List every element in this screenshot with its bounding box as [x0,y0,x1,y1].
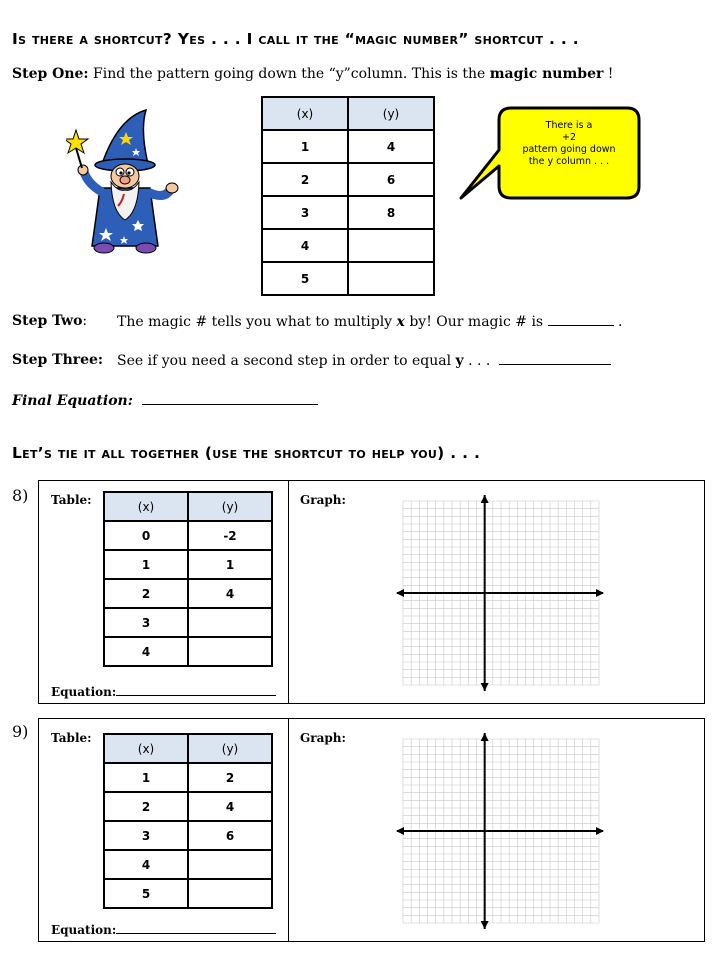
x-column-header: (x) [104,492,188,521]
table-cell: 4 [104,850,188,879]
table-cell: 3 [262,196,348,229]
step-one-text: Find the pattern going down the “y”column. This is the [88,66,490,82]
step-one-label: Step One: [12,66,89,82]
y-column-header: (y) [188,492,272,521]
step-three-label: Step Three: [12,352,104,368]
second-step-blank[interactable] [499,352,611,365]
table-cell [348,262,434,295]
table-cell: 4 [188,792,272,821]
coordinate-grid[interactable] [395,733,605,929]
bubble-line: the y column . . . [528,156,610,167]
final-equation-blank[interactable] [142,392,318,405]
table-cell: 5 [262,262,348,295]
problem-9-table [103,733,273,909]
step-three-text [117,352,611,369]
y-axis-up-arrow [481,495,489,503]
section-title: Let’s tie it all together (use the shortcut to help you) . . . [12,444,481,462]
table-cell: 6 [348,163,434,196]
y-column-header: (y) [348,97,434,130]
graph-label: Graph: [300,731,346,745]
step-three-text-after: . . . [463,353,491,369]
x-axis-right-arrow [596,589,604,597]
panel-divider [288,719,289,941]
step-two-colon: : [82,313,88,329]
table-cell [188,850,272,879]
x-column-header: (x) [262,97,348,130]
step-two-label: Step Two [12,313,83,329]
x-axis-left-arrow [396,827,404,835]
step-one-end: ! [603,66,614,82]
problem-8-table [103,491,273,667]
equation-label: Equation: [51,923,117,937]
final-equation-label: Final Equation: [12,393,133,409]
x-column-header: (x) [104,734,188,763]
step-two-text-after: by! Our magic # is [404,314,548,330]
magic-number-blank[interactable] [548,313,614,326]
table-cell: 3 [104,608,188,637]
problem-8-panel [38,480,705,704]
step-three [12,352,103,368]
equation-blank[interactable] [116,683,276,696]
table-cell: 4 [348,130,434,163]
step-three-variable: y [455,353,464,369]
step-two-end: . [613,314,623,330]
table-cell: 2 [104,579,188,608]
step-two-text-before: The magic # tells you what to multiply [117,314,397,330]
table-cell [188,608,272,637]
y-axis-down-arrow [481,683,489,691]
y-axis-down-arrow [481,921,489,929]
step-one [12,66,613,82]
table-cell: 2 [104,792,188,821]
table-label: Table: [51,731,92,745]
step-two [12,313,87,329]
equation-row [51,683,276,699]
wizard-illustration [66,108,184,256]
table-cell: 4 [188,579,272,608]
page-title: Is there a shortcut? Yes . . . I call it the “magic number” shortcut . . . [12,30,579,48]
panel-divider [288,481,289,703]
x-axis-right-arrow [596,827,604,835]
equation-blank[interactable] [116,921,276,934]
table-cell: 4 [104,637,188,666]
table-cell: 3 [104,821,188,850]
y-axis-up-arrow [481,733,489,741]
graph-label: Graph: [300,493,346,507]
table-cell: 5 [104,879,188,908]
speech-bubble [502,120,636,168]
x-axis-left-arrow [396,589,404,597]
bubble-line: pattern going down [522,144,616,155]
table-label: Table: [51,493,92,507]
table-cell: 1 [104,550,188,579]
table-cell: -2 [188,521,272,550]
table-cell [188,637,272,666]
table-cell: 1 [262,130,348,163]
table-cell: 0 [104,521,188,550]
problem-number: 9) [12,722,29,741]
coordinate-grid[interactable] [395,495,605,691]
bubble-line: There is a [545,120,593,131]
problem-9-panel [38,718,705,942]
final-equation [12,392,318,409]
bubble-line: +2 [561,132,576,143]
table-cell: 2 [188,763,272,792]
step-two-variable: x [396,314,405,330]
step-one-emphasis: magic number [489,66,604,82]
equation-row [51,921,276,937]
intro-xy-table [261,96,435,296]
equation-label: Equation: [51,685,117,699]
table-cell [348,229,434,262]
table-cell: 6 [188,821,272,850]
problem-number: 8) [12,486,29,505]
step-three-text-before: See if you need a second step in order to equal [117,353,456,369]
step-two-text [117,313,622,330]
y-column-header: (y) [188,734,272,763]
table-cell [188,879,272,908]
table-cell: 2 [262,163,348,196]
table-cell: 4 [262,229,348,262]
table-cell: 8 [348,196,434,229]
table-cell: 1 [188,550,272,579]
table-cell: 1 [104,763,188,792]
